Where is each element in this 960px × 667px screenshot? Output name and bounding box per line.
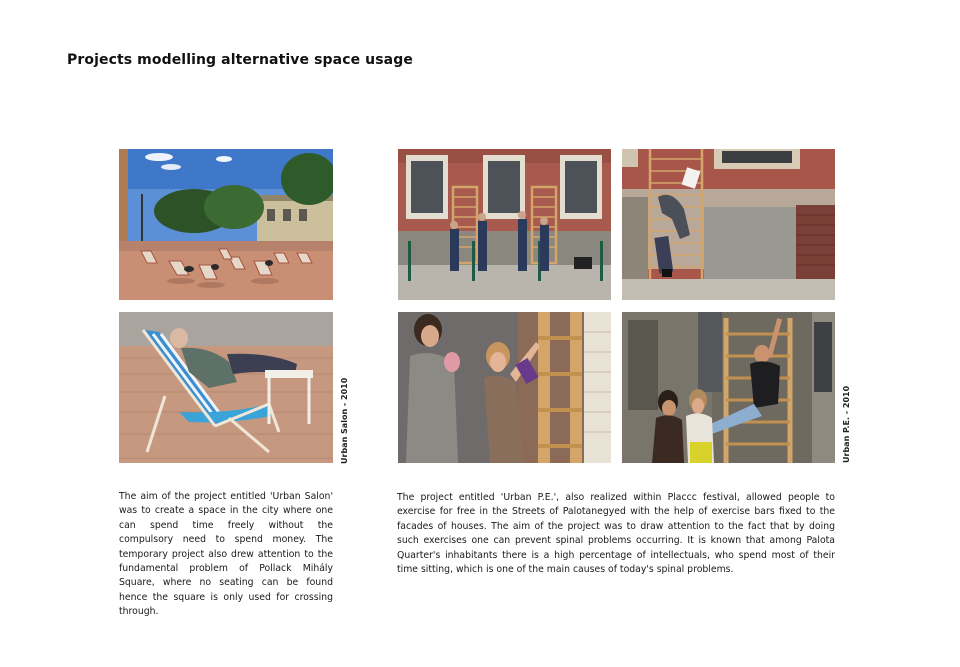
paragraph-urban-salon: The aim of the project entitled 'Urban Salon' was to create a space in the city where one can spend time freely without the compulsory need to spend money. The temporary project also drew attention to the fundamental problem of Pollack Mihály Square, where no seating can be found hence the square is only used for crossing through. — [119, 491, 333, 618]
photo-urban-pe-street — [398, 149, 611, 300]
photo-urban-pe-climber — [622, 149, 835, 300]
photo-urban-pe-child — [398, 312, 611, 463]
caption-urban-pe: Urban P.E. - 2010 — [842, 385, 851, 463]
paragraph-urban-pe: The project entitled 'Urban P.E.', also realized within Placcc festival, allowed people to exercise for free in the Streets of Palotanegyed with the help of exercise bars fixed to the facades of houses. The aim of the project was to draw attention to the fact that by doing such exercises one can prevent spinal problems occurring. It is known that among Palota Quarter's inhabitants there is a high percentage of intellectuals, who spend most of their time sitting, which is one of the main causes of today's spinal problems. — [397, 492, 835, 576]
photo-urban-salon-deckchair — [119, 312, 333, 463]
page-title: Projects modelling alternative space usage — [67, 52, 413, 68]
photo-urban-salon-square — [119, 149, 333, 300]
caption-urban-salon: Urban Salon - 2010 — [340, 377, 349, 464]
photo-urban-pe-group — [622, 312, 835, 463]
